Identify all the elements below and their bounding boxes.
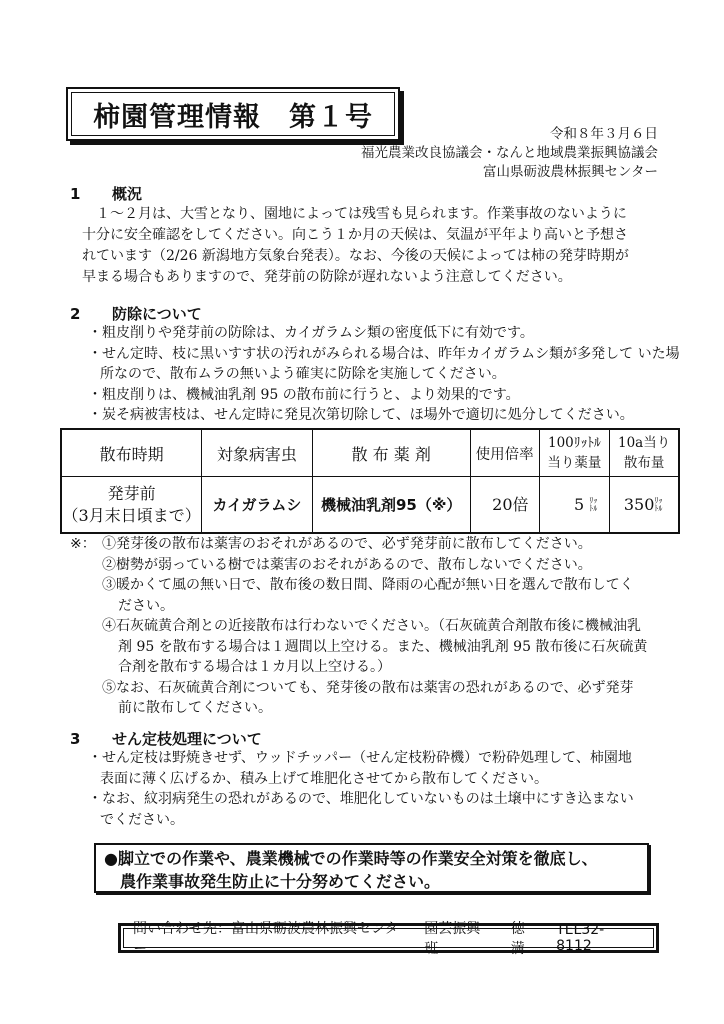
note-text: ⑤なお、石灰硫黄合剤についても、発芽後の散布は薬害の恐れがあるので、必ず発芽 bbox=[102, 679, 634, 696]
unit-liter: ﾘｯﾄﾙ bbox=[654, 496, 663, 513]
body-line: 早まる場合もありますので、発芽前の防除が遅れないよう注意してください。 bbox=[82, 269, 572, 285]
contact-label: 問い合わせ先：富山県砺波農林振興センター bbox=[133, 921, 399, 957]
bullet-item: でください。 bbox=[100, 811, 184, 828]
newsletter-title bbox=[66, 87, 400, 141]
section-title: 概況 bbox=[112, 185, 143, 203]
header-timing: 散布時期 bbox=[61, 429, 202, 477]
header-text: 散布量 bbox=[623, 455, 665, 471]
publisher-line-2: 富山県砺波農林振興センター bbox=[483, 164, 658, 180]
contact-info-box bbox=[118, 921, 659, 957]
cell-timing bbox=[61, 477, 202, 534]
contact-team: 園芸振興班 bbox=[424, 921, 481, 957]
header-text: 100ﾘｯﾄﾙ bbox=[547, 435, 601, 451]
note-text: 合剤を散布する場合は１カ月以上空ける。） bbox=[118, 659, 391, 675]
table-header-row bbox=[61, 429, 679, 477]
section-3-heading bbox=[70, 728, 262, 749]
issue-date: 令和８年３月６日 bbox=[550, 126, 658, 142]
bullet-item: ・せん定枝は野焼きせず、ウッドチッパー（せん定枝粉砕機）で粉砕処理して、柿園地 bbox=[88, 750, 632, 766]
section-2-bullets bbox=[88, 323, 683, 426]
header-spray-per-10a bbox=[610, 429, 679, 477]
section-number: 1 bbox=[70, 185, 81, 203]
publisher-line-1: 福光農業改良協議会・なんと地域農業振興協議会 bbox=[361, 145, 658, 161]
unit-liter: ﾘｯﾄﾙ bbox=[589, 496, 598, 513]
table-row bbox=[61, 477, 679, 534]
timing-text: 発芽前 bbox=[107, 483, 156, 503]
note-5 bbox=[70, 678, 670, 719]
section-3-bullets bbox=[88, 748, 683, 830]
amount-value: 5 bbox=[573, 494, 585, 514]
spray-schedule-table bbox=[60, 428, 680, 534]
alert-text: ●脚立での作業や、農業機械での作業時等の作業安全対策を徹底し、 bbox=[104, 849, 598, 868]
bullet-item: ・粗皮削りや発芽前の防除は、カイガラムシ類の密度低下に有効です。 bbox=[88, 325, 534, 341]
body-line: １～２月は、大雪となり、園地によっては残雪も見られます。作業事故のないように bbox=[82, 206, 627, 222]
bullet-item: ・炭そ病被害枝は、せん定時に発見次第切除して、ほ場外で適切に処分してください。 bbox=[88, 407, 634, 423]
header-chemical: 散 布 薬 剤 bbox=[312, 429, 470, 477]
bullet-item: ・なお、紋羽病発生の恐れがあるので、堆肥化していないものは土壌中にすき込まない bbox=[88, 791, 634, 807]
section-title: 防除について bbox=[112, 305, 202, 323]
note-text: ださい。 bbox=[118, 597, 174, 614]
section-number: 2 bbox=[70, 305, 81, 323]
spray-notes bbox=[70, 534, 670, 719]
section-title: せん定枝処理について bbox=[112, 730, 262, 748]
header-text: 当り薬量 bbox=[547, 455, 602, 471]
timing-text: （3月末日頃まで） bbox=[62, 505, 201, 525]
bullet-item: ・粗皮削りは、機械油乳剤 95 の散布前に行うと、より効果的です。 bbox=[88, 386, 520, 403]
bullet-item: 表面に薄く広げるか、積み上げて堆肥化させてから散布してください。 bbox=[100, 770, 548, 787]
note-text: 剤 95 を散布する場合は１週間以上空ける。また、機械油乳剤 95 散布後に石灰硫黄 bbox=[118, 638, 648, 655]
cell-chemical: 機械油乳剤95（※） bbox=[312, 477, 470, 534]
note-text: ④石灰硫黄合剤との近接散布は行わないでください。（石灰硫黄合剤散布後に機械油乳 bbox=[102, 618, 641, 634]
cell-dilution: 20倍 bbox=[470, 477, 539, 534]
note-4 bbox=[70, 616, 670, 678]
alert-text: 農作業事故発生防止に十分努めてください。 bbox=[104, 872, 441, 891]
note-text: ③暖かくて風の無い日で、散布後の数日間、降雨の心配が無い日を選んで散布してく bbox=[102, 577, 634, 593]
title-text: 柿園管理情報 第１号 bbox=[93, 101, 373, 133]
note-prefix: ※： bbox=[70, 536, 96, 552]
note-2 bbox=[70, 555, 670, 576]
spray-value: 350 bbox=[623, 494, 655, 514]
section-1-body bbox=[82, 204, 682, 288]
cell-amount-per-100l bbox=[539, 477, 610, 534]
safety-alert-box bbox=[94, 843, 649, 893]
section-1-heading bbox=[70, 183, 142, 204]
section-number: 3 bbox=[70, 730, 81, 748]
header-text: 10a当り bbox=[617, 435, 671, 451]
header-dilution: 使用倍率 bbox=[470, 429, 539, 477]
section-2-heading bbox=[70, 303, 202, 324]
note-3 bbox=[70, 575, 670, 616]
note-text: ①発芽後の散布は薬害のおそれがあるので、必ず発芽前に散布してください。 bbox=[102, 536, 592, 552]
contact-phone: TEL32-8112 bbox=[556, 922, 605, 954]
header-meta bbox=[361, 125, 658, 182]
header-amount-per-100l bbox=[539, 429, 610, 477]
note-text: 前に散布してください。 bbox=[118, 700, 272, 716]
cell-pest: カイガラムシ bbox=[202, 477, 312, 534]
contact-person: 徳満 bbox=[510, 921, 525, 957]
header-pest: 対象病害虫 bbox=[202, 429, 312, 477]
note-text: ②樹勢が弱っている樹では薬害のおそれがあるので、散布しないでください。 bbox=[102, 556, 592, 573]
bullet-item: ・せん定時、枝に黒いすす状の汚れがみられる場合は、昨年カイガラムシ類が多発して いた場所なので、散布ムラの無いよう確実に防除を実施してください。 bbox=[88, 345, 680, 382]
note-1 bbox=[70, 534, 670, 555]
cell-spray-per-10a bbox=[610, 477, 679, 534]
body-line: 十分に安全確認をしてください。向こう１か月の天候は、気温が平年より高いと予想さ bbox=[82, 227, 628, 243]
body-line: れています（2/26 新潟地方気象台発表）。なお、今後の天候によっては柿の発芽時期が bbox=[82, 248, 629, 264]
